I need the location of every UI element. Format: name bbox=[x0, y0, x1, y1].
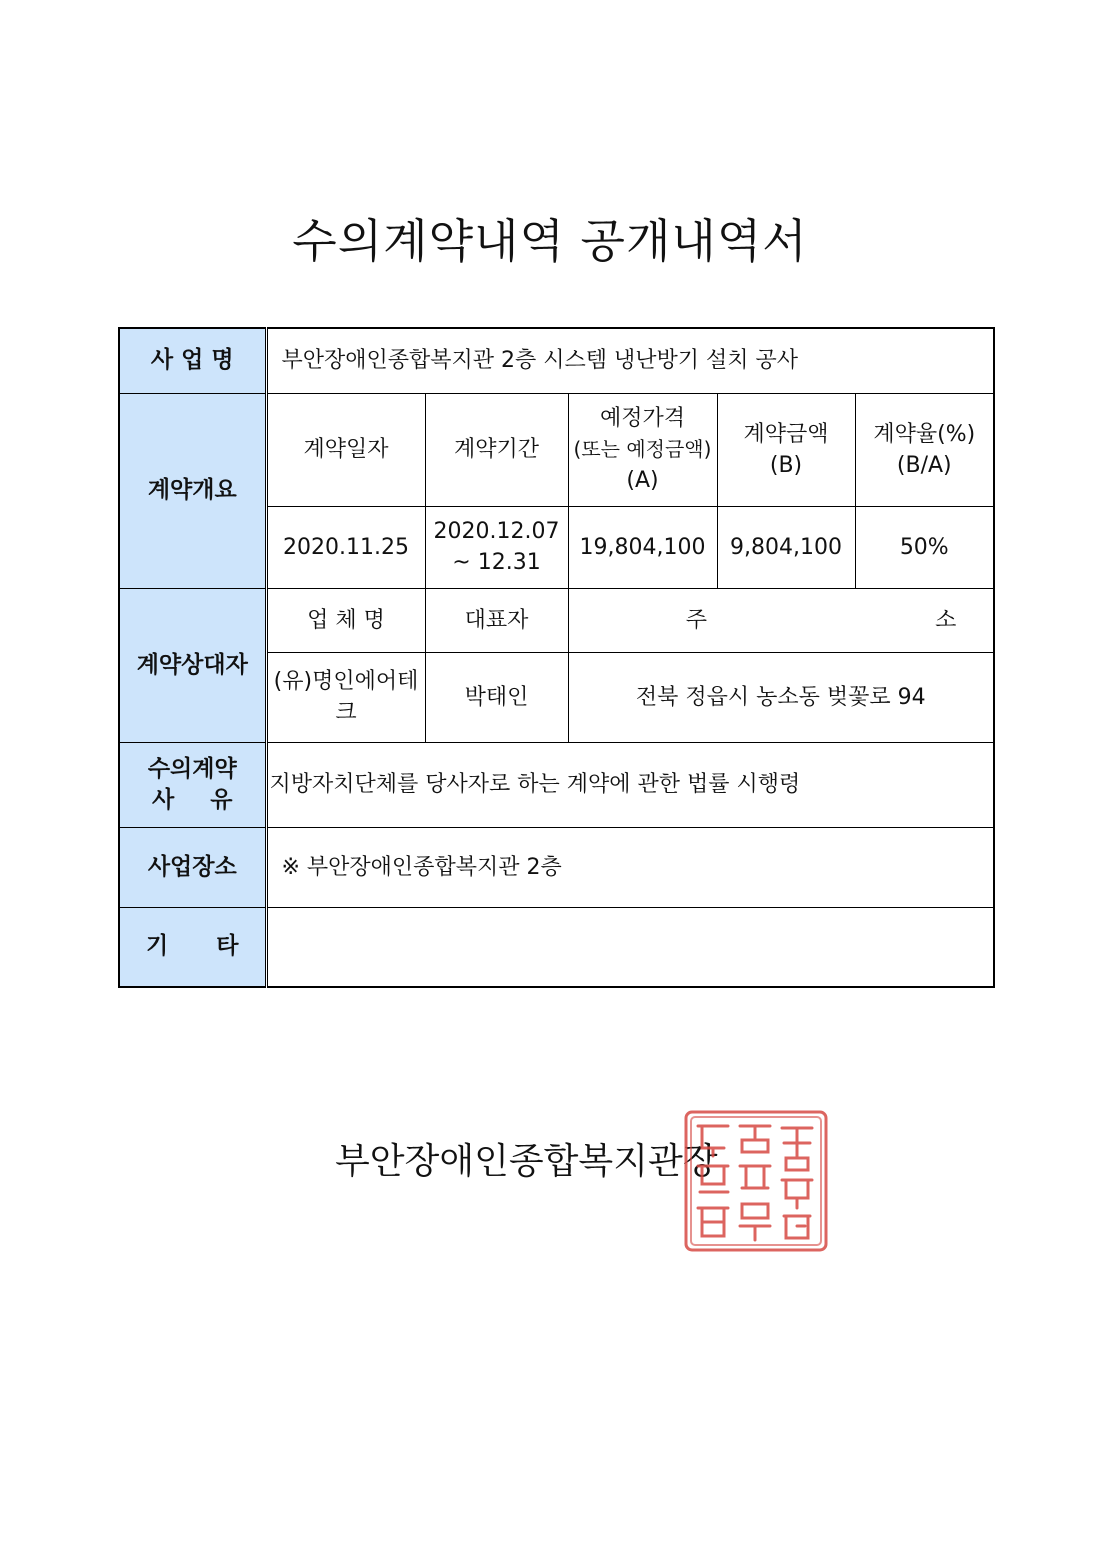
contract-rate-value: 50% bbox=[855, 506, 994, 588]
reason-label-line2: 사 유 bbox=[152, 786, 233, 813]
reason-value: 지방자치단체를 당사자로 하는 계약에 관한 법률 시행령 bbox=[266, 742, 994, 827]
project-name-value: 부안장애인종합복지관 2층 시스템 냉난방기 설치 공사 bbox=[266, 328, 994, 393]
contract-rate-header bbox=[855, 393, 994, 506]
address-header-part1: 주 bbox=[685, 607, 708, 633]
reason-label-line1: 수의계약 bbox=[147, 755, 237, 782]
company-name-value bbox=[266, 652, 425, 742]
project-name-label: 사 업 명 bbox=[119, 328, 266, 393]
contract-rate-header-line1: 계약율(%) bbox=[873, 421, 976, 447]
location-label: 사업장소 bbox=[119, 827, 266, 907]
reason-label bbox=[119, 742, 266, 827]
contract-rate-header-line2: (B/A) bbox=[896, 452, 952, 478]
contract-date-value: 2020.11.25 bbox=[266, 506, 425, 588]
contract-period-header: 계약기간 bbox=[425, 393, 568, 506]
representative-header: 대표자 bbox=[425, 588, 568, 652]
document-title: 수의계약내역 공개내역서 bbox=[292, 214, 808, 268]
organization-signature: 부안장애인종합복지관장 bbox=[335, 1141, 718, 1182]
official-seal-stamp bbox=[682, 1108, 830, 1254]
contract-table bbox=[118, 327, 995, 988]
company-name-header: 업 체 명 bbox=[266, 588, 425, 652]
address-header bbox=[568, 588, 994, 652]
counterparty-label: 계약상대자 bbox=[119, 588, 266, 742]
location-value: ※ 부안장애인종합복지관 2층 bbox=[266, 827, 994, 907]
company-name-line1: (유)명인에어테 bbox=[273, 669, 419, 694]
contract-date-header: 계약일자 bbox=[266, 393, 425, 506]
estimated-price-value: 19,804,100 bbox=[568, 506, 717, 588]
etc-value bbox=[266, 907, 994, 987]
contract-period-value-line2: ~ 12.31 bbox=[452, 550, 541, 575]
contract-period-value bbox=[425, 506, 568, 588]
estimated-price-header-line2: (또는 예정금액) bbox=[573, 437, 712, 461]
contract-amount-header-line2: (B) bbox=[769, 452, 803, 478]
estimated-price-header-line1: 예정가격 bbox=[599, 406, 685, 431]
company-name-line2: 크 bbox=[335, 700, 357, 725]
etc-label: 기 타 bbox=[119, 907, 266, 987]
address-value: 전북 정읍시 농소동 벚꽃로 94 bbox=[568, 652, 994, 742]
contract-period-value-line1: 2020.12.07 bbox=[433, 519, 560, 544]
contract-overview-label: 계약개요 bbox=[119, 393, 266, 588]
contract-amount-value: 9,804,100 bbox=[717, 506, 855, 588]
estimated-price-header-line3: (A) bbox=[626, 468, 659, 493]
estimated-price-header bbox=[568, 393, 717, 506]
contract-amount-header-line1: 계약금액 bbox=[743, 421, 829, 447]
address-header-part2: 소 bbox=[935, 607, 957, 633]
contract-amount-header bbox=[717, 393, 855, 506]
representative-value: 박태인 bbox=[425, 652, 568, 742]
